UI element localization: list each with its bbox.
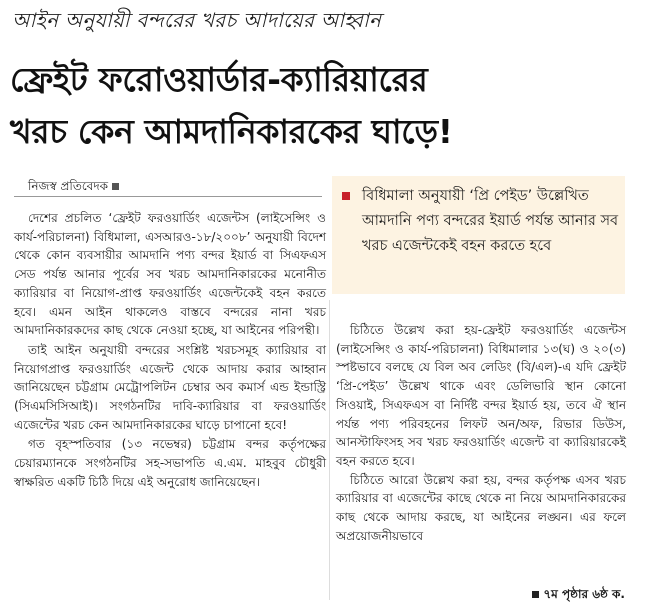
red-square-bullet-icon	[342, 192, 350, 200]
paragraph: চিঠিতে আরো উল্লেখ করা হয়, বন্দর কর্তৃপক্ষ এসব খরচ ক্যারিয়ার বা এজেন্টের কাছে থেকে না নিয়ে আমদানিকারকের কাছ থেকে আদায় করছে, যা আইনের লঙ্ঘন। এর ফলে অপ্রয়োজনীয়ভাবে	[336, 472, 626, 543]
highlight-text: বিধিমালা অনুযায়ী ‘প্রি পেইড’ উল্লেখিত আমদানি পণ্য বন্দরের ইয়ার্ড পর্যন্ত আনার সব খরচ এজেন্টকেই বহন করতে হবে	[362, 188, 619, 254]
square-bullet-icon	[532, 591, 539, 598]
continued-text: ৭ম পৃষ্ঠার ৬ষ্ঠ ক.	[543, 587, 625, 601]
paragraph: গত বৃহস্পতিবার (১৩ নভেম্বর) চট্টগ্রাম বন্দর কর্তৃপক্ষের চেয়ারম্যানকে সংগঠনটির সহ-সভাপতি এ.এম. মাহবুব চৌধুরী স্বাক্ষরিত একটি চিঠি দিয়ে এই অনুরোধ জানিয়েছেন।	[14, 437, 326, 489]
headline-line-2: খরচ কেন আমদানিকারকের ঘাড়ে!	[10, 112, 453, 151]
paragraph: তাই আইন অনুযায়ী বন্দরের সংশ্লিষ্ট খরচসমূহ ক্যারিয়ার বা নিয়োগপ্রাপ্ত ফরওয়ার্ডিং এজেন্ট থেকে আদায় করার আহ্বান জানিয়েছেন চট্টগ্রাম মেট্রোপলিটন চেম্বার অব কমার্স এন্ড ইন্ডাস্ট্রি (সিএমসিসিআই)। সংগঠনটির দাবি-ক্যারিয়ার বা ফরওয়ার্ডিং এজেন্টের খরচ কেন আমদানিকারকের ঘাড়ে চাপানো হবে!	[14, 342, 326, 432]
headline-line-1: ফ্রেইট ফরোওয়ার্ডার-ক্যারিয়ারের	[10, 60, 428, 99]
square-bullet-icon	[112, 183, 119, 190]
column-left	[14, 209, 326, 493]
byline	[28, 178, 119, 198]
divider	[14, 196, 322, 197]
byline-text: নিজস্ব প্রতিবেদক	[28, 179, 109, 193]
column-divider	[329, 300, 330, 600]
paragraph: দেশের প্রচলিত ‘ফ্রেইট ফরওয়ার্ডিং এজেন্টস (লাইসেন্সিং ও কার্য-পরিচালনা) বিধিমালা, এসআরও-১৮/২০০৮’ অনুযায়ী বিদেশ থেকে কোন ব্যবসায়ীর আমদানি পণ্য বন্দর ইয়ার্ড বা সিএফএস সেড পর্যন্ত আনার পূর্বের সব খরচ আমদানিকারকের মনোনীত ক্যারিয়ার বা নিয়োগ-প্রাপ্ত ফরওয়ার্ডিং এজেন্টকেই বহন করতে হবে। এমন আইন থাকলেও বাস্তবে বন্দরের নানা খরচ আমদানিকারকদের কাছ থেকে নেওয়া হচ্ছে, যা আইনের পরিপন্থী।	[14, 211, 326, 338]
column-right	[336, 321, 626, 545]
kicker: আইন অনুযায়ী বন্দরের খরচ আদায়ের আহ্বান	[12, 8, 382, 32]
continued-on	[532, 586, 625, 606]
paragraph: চিঠিতে উল্লেখ করা হয়-ফ্রেইট ফরওয়ার্ডিং এজেন্টস (লাইসেন্সিং ও কার্য-পরিচালনা) বিধিমালার ১৩(ঘ) ও ২০(৩) স্পষ্টভাবে বলছে যে বিল অব লেডিং (বি/এল)-এ যদি ফ্রেইট ‘প্রি-পেইড’ উল্লেখ থাকে এবং ডেলিভারি স্থান কোনো সিওয়াই, সিএফএস বা নির্দিষ্ট বন্দর ইয়ার্ড হয়, তবে ঐ স্থান পর্যন্ত পণ্য পরিবহনের লিফট অন/অফ, রিভার ডিউস, আনস্টাফিংসহ সব খরচ ফরওয়ার্ডিং এজেন্ট বা ক্যারিয়ারকেই বহন করতে হবে।	[336, 323, 626, 468]
